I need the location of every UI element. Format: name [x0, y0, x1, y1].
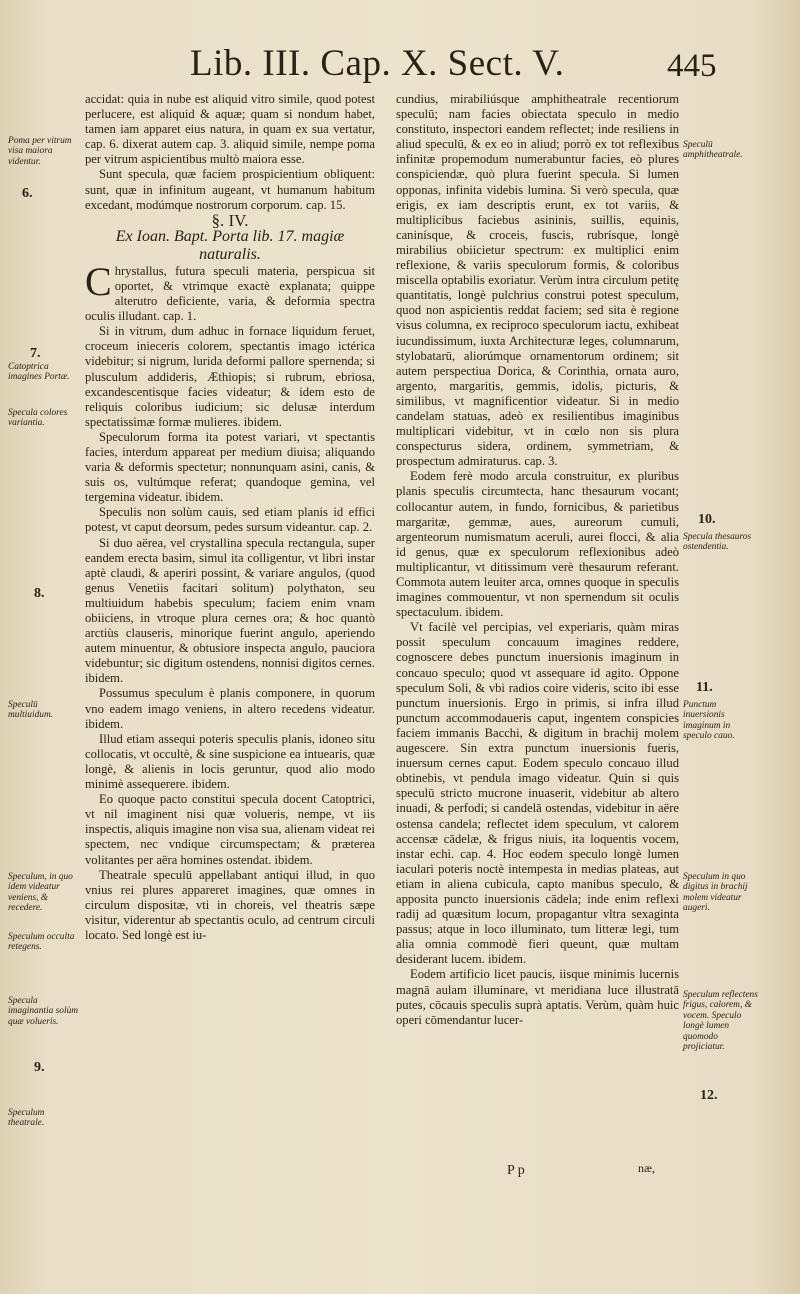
paragraph: cundius, mirabiliúsque amphitheatrale recentiorum speculū; nam facies obiectata speculo in medio constituto, inspectori eandem reflectet; inde resiliens in aliud speculū, & ex eo in aliud; porrò ex tot reflexibus infinitæ propemodum numerabuntur facies, eò plures conspiciendæ, quò plura fuerint specula. Si lumen opponas, infinita videbis lumina. Si verò specula, quæ erigis, ex iam descriptis erunt, ex tot variis, & multiplicibus faciebus asininis, suillis, equinis, caninísque, & croceis, fuscis, rubrísque, longè mirabilius obiicietur spectrum: ex multiplici enim reflexione, & variis speculorum formis, & coloribus miscella optabilis exoriatur. Verùm intra circulum petitę quantitatis, longè pulchrius construi potest speculum, quod non aspicientis reddat faciem; sed sita è regione visus columna, ex reciproco speculorum iactu, exhibeat iucundissimum, iuxta Architecturæ leges, columnarum, stylobatarū, aliorúmque ornamentorum ordinem; sit autem perspectiua Dorica, & Corinthia, ornata auro, argento, margaritis, gemmis, idolis, picturis, & similibus, vt magnificentior videatur. Si in medio candelam statuas, adeò ex resilientibus imaginibus multiplicari videbitur, vt in cœlo non sis plura conspecturus sidera, ordinem, symmetriam, & prospectum admiraturus. cap. 3. — [396, 92, 679, 469]
page-number: 445 — [667, 48, 717, 84]
paragraph: Vt facilè vel percipias, vel experiaris, quàm miras possit speculum concauum imagines reddere, cognoscere debes punctum inuersionis imaginum in concauo speculo; quod vt assequare id agito. Oppone speculum Soli, & vbi radios coire videris, scito ibi esse punctum inuersionis. Ergo in primis, si infra illud punctum accommodaueris caput, ingentem conspicies faciem immanis Bacchi, & digitum in brachij molem augescere. Sin extra punctum inuersionis fueris, inuersum cernes caput. Eodem speculo concauo illud obtinebis, vt pendula imago videatur. Quin si quis speculū stricto mucrone inuaserit, videbitur ab altero inuadi, & perfodi; si candelā ostendas, videbitur in aëre ostensa candela; reflectet idem speculum, vt calorem accensæ cādelæ, & frigus niuis, ita loquentis vocem, instar echi. cap. 4. Hoc eodem speculo longè lumen iaculari poteris noctè intempesta in medias plateas, aut etiam in aliena cubicula, capto manibus speculo, & apposita puncto inuersionis cādela; inde enim reflexi radij ad quæsitum locum, propagantur vltra sexaginta passus; atque in loco illuminato, tum litteræ legi, tum alia omnia commodè fieri queunt, quæ multam desiderant lucem. ibidem. — [396, 620, 679, 967]
margin-note-thesauros: Specula thesauros ostendentia. — [683, 532, 752, 553]
drop-cap-letter: C — [85, 258, 112, 304]
section-heading: §. IV. — [211, 210, 249, 230]
margin-note-reflectens: Speculum reflectens frigus, calorem, & vocem. Speculo longè lumen quomodo projiciatur. — [683, 990, 758, 1053]
margin-note-poma: Poma per vitrum visa maiora videntur. — [8, 136, 72, 167]
margin-number: 10. — [698, 512, 716, 527]
paragraph: Illud etiam assequi poteris speculis planis, idoneo situ collocatis, vt occultè, & sine suspicione ea intuearis, quæ longè, & alienis in locis geruntur, quod alio modo minimè assequerere. ibidem. — [85, 731, 375, 792]
paragraph: accidat: quia in nube est aliquid vitro simile, quod potest perlucere, est aliquid & aquæ; quam si nondum habet, tamen iam apparet eius natura, in quam ex sua vertatur, cap. 6. dixerat autem cap. 3. aliquid simile, nempe poma per vitrum aspicientibus multò maiora esse. — [85, 92, 375, 167]
paragraph: Theatrale speculū appellabant antiqui illud, in quo vnius rei plures appareret imagines, quæ omnes in circulum dispositæ, vti in choreis, vel theatris sæpe visitur, viderentur ab spectantis oculo, ad centrum circuli locato. Sed longè est iu- — [85, 867, 375, 942]
margin-number: 6. — [22, 186, 33, 201]
paragraph: Si in vitrum, dum adhuc in fornace liquidum feruet, croceum inieceris colorem, spectantis imago ictérica videbitur; si nigrum, lurida deformi pallore spernenda; si plusculum addideris, Æthiopis; si rubrum, ebriosa, excandescentisque facies videatur; & idem esto de reliquis coloribus iudicium; sic delusæ interdum spectatissimæ formæ mulieres. ibidem. — [85, 324, 375, 429]
margin-number: 12. — [700, 1088, 718, 1103]
left-column — [85, 92, 375, 943]
paragraph: Speculis non solùm cauis, sed etiam planis id effici potest, vt caput deorsum, pedes sursum videantur. cap. 2. — [85, 505, 375, 535]
paragraph-dropcap: Chrystallus, futura speculi materia, perspicua sit oportet, & vtrimque exactè explanata; quippe alterutro deficiente, varia, & deformia spectra oculis illudant. cap. 1. — [85, 258, 375, 324]
margin-number: 7. — [30, 346, 41, 361]
margin-note-digitus: Speculum in quo digitus in brachij molem videatur augeri. — [683, 872, 748, 914]
section-subheading: Ex Ioan. Bapt. Porta lib. 17. magiæ naturalis. — [115, 227, 345, 263]
paragraph: Eodem artificio licet paucis, iisque minimis lucernis magnā aulam illuminare, vt meridiana luce illustratā putes, cōcauis speculis suprà aptatis. Verùm, quàm huic operi cōmendantur lucer- — [396, 967, 679, 1027]
margin-number: 8. — [34, 586, 45, 601]
running-head: Lib. III. Cap. X. Sect. V. — [190, 43, 565, 84]
margin-note-colores: Specula colores variantia. — [8, 408, 68, 429]
catchword: næ, — [638, 1161, 656, 1175]
paragraph: Sunt specula, quæ faciem prospicientium obliquent: sunt, quæ in infinitum augeant, vt humanum habitum excedant, modúmque nostrorum corporum. cap. 15. — [85, 167, 375, 212]
margin-note-punctum: Punctum inuersionis imaginum in speculo cauo. — [683, 700, 735, 742]
margin-note-multiuidum: Speculū multiuidum. — [8, 700, 54, 721]
margin-number: 11. — [696, 680, 713, 695]
paragraph: Speculorum forma ita potest variari, vt spectantis facies, interdum appareat per medium diuisa; aliquando varia & deformis spectetur; nonnunquam asini, canis, & suis os, vultúmque referat; quandoque gemina, vel tergemina videatur. ibidem. — [85, 429, 375, 505]
paragraph: Si duo aërea, vel crystallina specula rectangula, super eandem erecta basim, simul ita colligentur, vt libri instar aptè claudi, & aperiri possint, & variare angulos, (quod genus Venetiis facitari solitum) polythaton, seu multiuidum habebis speculum; faciem enim vnam obiiciens, in vtroque plura cernes ora; & hoc quantò arctiùs clauseris, minorique fuerint angulo, aperiendo autem minuentur, & obtusiore inspecta angulo, pauciora videbuntur; sic digitum ostendens, nonnisi digitos cernes. ibidem. — [85, 535, 375, 686]
margin-number: 9. — [34, 1060, 45, 1075]
margin-note-occulta: Speculum occulta retegens. — [8, 932, 75, 953]
paragraph: Eo quoque pacto constitui specula docent Catoptrici, vt nil imaginent nisi quæ volueris, nempe, vt iis inspectis, aliquis imagine non visa sua, alienam videat rei spectem, nec vndique circumspectam; & præterea volitantes per aëra homines ostendat. ibidem. — [85, 792, 375, 867]
margin-note-veniens: Speculum, in quo idem videatur veniens, & recedere. — [8, 872, 73, 914]
signature-mark: P p — [507, 1163, 525, 1178]
margin-note-theatrale: Speculum theatrale. — [8, 1108, 45, 1129]
margin-note-catoptrica: Catoptrica imagines Portæ. — [8, 362, 70, 383]
margin-note-amphitheatrale: Speculū amphitheatrale. — [683, 140, 743, 161]
margin-note-imaginantia: Specula imaginantia solùm quæ volueris. — [8, 996, 79, 1027]
page-header — [0, 42, 800, 92]
paragraph: Possumus speculum è planis componere, in quorum vno eadem imago veniens, in altero recedens videatur. ibidem. — [85, 686, 375, 731]
paragraph: Eodem ferè modo arcula construitur, ex pluribus planis speculis circumtecta, hanc thesaurum vocant; collocantur autem, in fundo, fornicibus, & parietibus margaritæ, gemmæ, aues, aureorum cumuli, argenteorum numismatum aceruli, aurei flocci, & alia id genus, quæ ex speculorum reflexionibus adeò multiplicantur, vt ditissimum verè thesaurum referant. Commota autem leuiter arca, omnes quoque in speculis imagines commouentur, vt non spernendum sit oculis spectaculum. ibidem. — [396, 469, 679, 620]
right-column — [396, 92, 679, 1028]
